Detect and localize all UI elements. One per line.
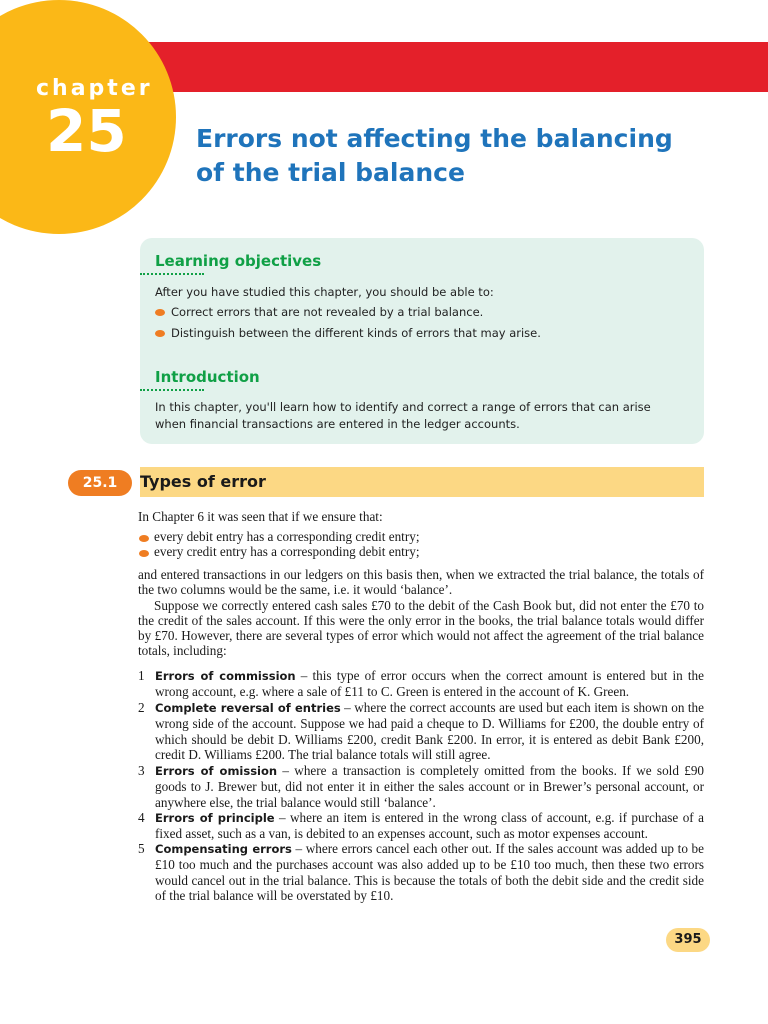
body-bullet: every debit entry has a corresponding credit entry; — [154, 529, 420, 544]
chapter-number: 25 — [46, 97, 127, 165]
list-number: 1 — [138, 668, 145, 683]
section-number: 25.1 — [68, 470, 132, 496]
introduction-line: In this chapter, you'll learn how to identify and correct a range of errors that can arise — [155, 400, 651, 414]
bullet-icon — [155, 330, 165, 337]
objectives-intro: After you have studied this chapter, you should be able to: — [155, 285, 494, 299]
list-number: 5 — [138, 841, 145, 856]
list-term: Compensating errors — [155, 842, 292, 856]
bullet-icon — [139, 535, 149, 542]
body-lead: In Chapter 6 it was seen that if we ensure that: — [138, 509, 383, 524]
chapter-title-line2: of the trial balance — [196, 158, 465, 187]
learning-objectives-heading: Learning objectives — [155, 252, 322, 270]
list-text: – where a transaction is completely omitted from the books. If we sold £90 goods to J. Brewer but, did not enter it in either the sales account or in Brewer’s personal account, or anywhere else, the trial balance would still ‘balance’. — [155, 763, 705, 810]
heading-underline-dots — [140, 389, 204, 391]
body-paragraph: Suppose we correctly entered cash sales £70 to the debit of the Cash Book but, did not enter the £70 to the credit of the sales account. If this were the only error in the books, the trial balance totals would differ by £70. However, there are several types of error which would not affect the agreement of the trial balance totals, including: — [138, 597, 704, 659]
list-text: – where an item is entered in the wrong class of account, e.g. if purchase of a fixed asset, such as a van, is debited to an expenses account, such as motor expenses account. — [155, 810, 704, 842]
bullet-icon — [139, 550, 149, 557]
list-number: 2 — [138, 700, 145, 715]
objective-item: Distinguish between the different kinds of errors that may arise. — [171, 326, 541, 340]
list-item — [155, 763, 704, 810]
list-text: – this type of error occurs when the correct amount is entered but in the wrong account, e.g. where a sale of £11 to C. Green is entered in the account of K. Green. — [155, 668, 704, 700]
body-paragraph: and entered transactions in our ledgers on this basis then, when we extracted the trial balance, the totals of the two columns would be the same, i.e. it would ‘balance’. — [138, 567, 704, 598]
list-text: – where errors cancel each other out. If the sales account was added up to be £10 too much and the purchases account was also added up to be £10 too much, then these two errors would cancel out in the trial balance. This is because the totals of both the debit side and the credit side of the trial balance will be overstated by £10. — [155, 841, 704, 903]
section-title: Types of error — [140, 472, 266, 491]
heading-underline-dots — [140, 273, 204, 275]
list-term: Errors of commission — [155, 669, 296, 683]
chapter-label: chapter — [36, 76, 153, 101]
introduction-heading: Introduction — [155, 368, 260, 386]
list-item — [155, 700, 704, 762]
list-term: Errors of omission — [155, 764, 278, 778]
list-item — [155, 668, 704, 700]
list-text: – where the correct accounts are used but each item is shown on the wrong side of the account. Suppose we had paid a cheque to D. Williams for £200, the double entry of which should be debit D. Williams £200, credit Bank £200. In error, it is entered as debit Bank £200, credit D. Williams £200. The trial balance totals will still agree. — [155, 700, 704, 762]
list-term: Errors of principle — [155, 811, 275, 825]
list-term: Complete reversal of entries — [155, 701, 341, 715]
body-paragraphs — [138, 567, 704, 659]
list-number: 4 — [138, 810, 145, 825]
list-item — [155, 841, 704, 903]
list-item — [155, 810, 704, 842]
bullet-icon — [155, 309, 165, 316]
page-number: 395 — [666, 928, 710, 952]
chapter-title — [196, 122, 736, 190]
list-number: 3 — [138, 763, 145, 778]
body-bullet: every credit entry has a corresponding debit entry; — [154, 544, 420, 559]
objective-item: Correct errors that are not revealed by a trial balance. — [171, 305, 484, 319]
introduction-line: when financial transactions are entered in the ledger accounts. — [155, 417, 520, 431]
chapter-title-line1: Errors not affecting the balancing — [196, 124, 673, 153]
